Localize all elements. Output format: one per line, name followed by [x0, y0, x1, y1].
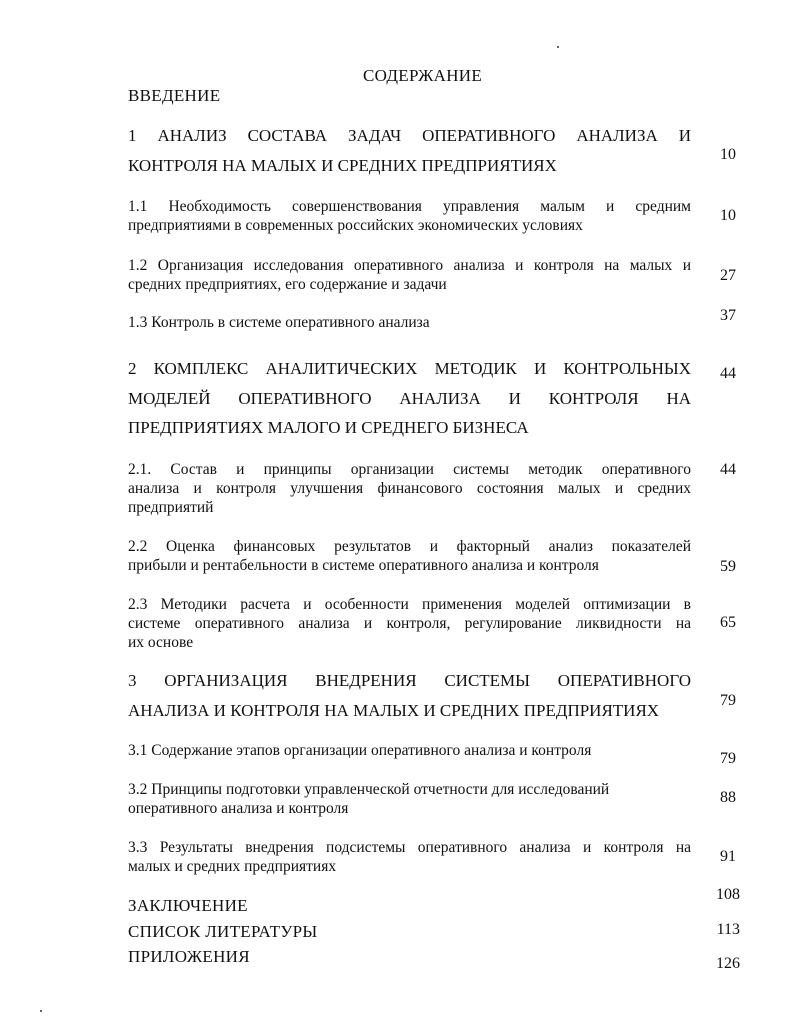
toc-section-3-1-page: 79 [720, 750, 736, 767]
toc-conclusion: ЗАКЛЮЧЕНИЕ [128, 896, 248, 915]
toc-section-3-3-line2: малых и средних предприятиях [128, 858, 337, 875]
toc-section-1-2-line1: 1.2 Организация исследования оперативного анализа и контроля на малых и [128, 257, 691, 274]
toc-chapter-1-line2: КОНТРОЛЯ НА МАЛЫХ И СРЕДНИХ ПРЕДПРИЯТИЯХ [128, 156, 557, 175]
toc-section-2-3-page: 65 [720, 614, 736, 631]
toc-chapter-2-page: 44 [720, 365, 736, 382]
toc-intro: ВВЕДЕНИЕ [128, 86, 221, 105]
toc-chapter-1-page: 10 [720, 146, 736, 163]
toc-section-1-1-line1: 1.1 Необходимость совершенствования управления малым и средним [128, 198, 691, 215]
toc-section-1-2-line2: средних предприятиях, его содержание и задачи [128, 276, 447, 293]
toc-section-2-3-line3: их основе [128, 634, 194, 651]
toc-section-2-2-page: 59 [720, 558, 736, 575]
toc-section-3-3-page: 91 [720, 848, 736, 865]
toc-section-2-1-line3: предприятий [128, 499, 214, 516]
toc-section-1-3-line1: 1.3 Контроль в системе оперативного анализа [128, 314, 430, 331]
toc-chapter-3-page: 79 [720, 692, 736, 709]
toc-section-2-2-line1: 2.2 Оценка финансовых результатов и факторный анализ показателей [128, 538, 691, 555]
toc-references: СПИСОК ЛИТЕРАТУРЫ [128, 922, 318, 941]
toc-section-2-3-line2: системе оперативного анализа и контроля, регулирование ликвидности на [128, 615, 691, 632]
toc-conclusion-page: 108 [716, 886, 740, 903]
toc-section-1-1-line2: предприятиями в современных российских экономических условиях [128, 217, 583, 234]
toc-section-3-2-line1: 3.2 Принципы подготовки управленческой отчетности для исследований [128, 781, 610, 798]
toc-section-1-3-page: 37 [720, 307, 736, 324]
toc-chapter-2-line2: МОДЕЛЕЙ ОПЕРАТИВНОГО АНАЛИЗА И КОНТРОЛЯ НА [128, 389, 691, 408]
toc-appendices-page: 126 [716, 955, 740, 972]
toc-chapter-2-line3: ПРЕДПРИЯТИЯХ МАЛОГО И СРЕДНЕГО БИЗНЕСА [128, 418, 529, 437]
toc-chapter-1-line1: 1 АНАЛИЗ СОСТАВА ЗАДАЧ ОПЕРАТИВНОГО АНАЛИЗА И [128, 126, 691, 145]
toc-section-2-1-line1: 2.1. Состав и принципы организации системы методик оперативного [128, 461, 691, 478]
toc-section-2-1-line2: анализа и контроля улучшения финансового состояния малых и средних [128, 480, 691, 497]
toc-section-3-1-line1: 3.1 Содержание этапов организации оперативного анализа и контроля [128, 742, 592, 759]
toc-section-1-2-page: 27 [720, 267, 736, 284]
toc-chapter-2-line1: 2 КОМПЛЕКС АНАЛИТИЧЕСКИХ МЕТОДИК И КОНТРОЛЬНЫХ [128, 359, 691, 378]
toc-section-2-2-line2: прибыли и рентабельности в системе оперативного анализа и контроля [128, 557, 599, 574]
toc-section-2-3-line1: 2.3 Методики расчета и особенности применения моделей оптимизации в [128, 596, 691, 613]
scan-speck [40, 1010, 42, 1012]
toc-section-3-3-line1: 3.3 Результаты внедрения подсистемы оперативного анализа и контроля на [128, 839, 691, 856]
toc-chapter-3-line1: 3 ОРГАНИЗАЦИЯ ВНЕДРЕНИЯ СИСТЕМЫ ОПЕРАТИВНОГО [128, 671, 691, 690]
toc-section-1-1-page: 10 [720, 207, 736, 224]
toc-section-3-2-line2: оперативного анализа и контроля [128, 800, 349, 817]
toc-chapter-3-line2: АНАЛИЗА И КОНТРОЛЯ НА МАЛЫХ И СРЕДНИХ ПРЕДПРИЯТИЯХ [128, 701, 660, 720]
scan-speck [557, 46, 559, 48]
toc-references-page: 113 [716, 921, 740, 938]
toc-section-3-2-page: 88 [720, 789, 736, 806]
toc-title: СОДЕРЖАНИЕ [363, 66, 483, 85]
toc-section-2-1-page: 44 [720, 461, 736, 478]
toc-appendices: ПРИЛОЖЕНИЯ [128, 947, 250, 966]
